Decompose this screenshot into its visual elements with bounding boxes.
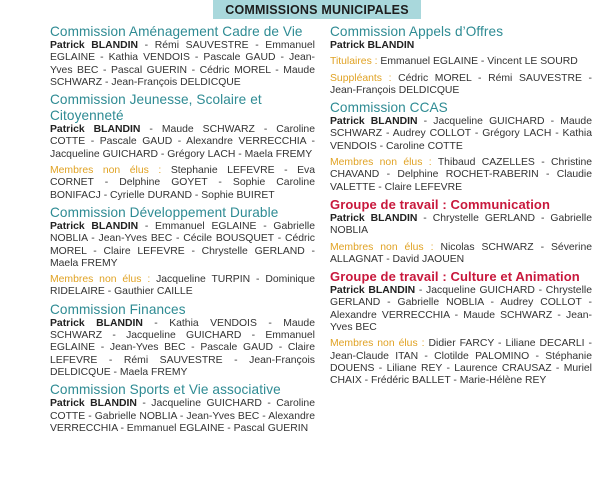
members-paragraph [50, 40, 315, 89]
section-title: Commission Sports et Vie associative [50, 382, 281, 398]
titulaires-label: Titulaires : [330, 56, 378, 68]
members-list: - Chrystelle GERLAND - Gabrielle NOBLIA [330, 212, 592, 237]
members-paragraph [50, 124, 315, 161]
members-list: - Jacqueline GUICHARD - Caroline COTTE - Gabrielle NOBLIA - Jean-Yves BEC - Alexandre VERRECCHIA - Emmanuel EGLAINE - Pascal GUERIN [50, 398, 315, 434]
section-title: Commission Jeunesse, Scolaire et Citoyenneté [50, 92, 262, 124]
commission-amenagement [50, 24, 315, 89]
president-paragraph [330, 40, 592, 52]
members-list: - Jacqueline GUICHARD - Maude SCHWARZ - Audrey COLLOT - Grégory LACH - Kathia VENDOIS - Caroline COTTE [330, 116, 592, 152]
members-list: Didier FARCY - Liliane DECARLI - Jean-Claude ITAN - Clotilde PALOMINO - Stéphanie DOUENS - Liliane REY - Laurence CRAUSAZ - Muriel CHAIX - Frédéric BALLET - Marie-Hélène REY [330, 338, 592, 387]
members-paragraph [330, 213, 592, 238]
section-title: Commission CCAS [330, 100, 448, 116]
non-elected-label: Membres non élus : [330, 241, 434, 253]
members-paragraph [330, 116, 592, 153]
section-title: Commission Aménagement Cadre de Vie [50, 24, 303, 39]
commission-developpement-durable [50, 205, 315, 299]
members-paragraph [50, 398, 315, 435]
members-list: - Maude SCHWARZ - Caroline COTTE - Pascale GAUD - Alexandre VERRECCHIA - Jacqueline GUICHARD - Grégory LACH - Maela FREMY [50, 124, 315, 160]
members-paragraph [50, 221, 315, 270]
section-title: Groupe de travail : Communication [330, 196, 550, 212]
president-name: Patrick BLANDIN [50, 317, 143, 329]
president-name: Patrick BLANDIN [330, 212, 418, 224]
president-name: Patrick BLANDIN [330, 40, 415, 51]
section-title: Groupe de travail : Culture et Animation [330, 269, 580, 285]
president-name: Patrick BLANDIN [50, 220, 139, 232]
commission-appels-offres [330, 24, 592, 97]
members-list: Emmanuel EGLAINE - Vincent LE SOURD [377, 56, 578, 68]
president-name: Patrick BLANDIN [330, 116, 418, 128]
members-list: - Kathia VENDOIS - Maude SCHWARZ - Jacqueline GUICHARD - Emmanuel EGLAINE - Jean-Yves BEC - Pascale GAUD - Claire LEFEVRE - Rémi SAUVESTRE - Jean-François DELDICQUE - Maela FREMY [50, 317, 315, 378]
members-list: Stephanie LEFEVRE - Eva CORNET - Delphine GOYET - Sophie Caroline BONIFACJ - Cyrielle DURAND - Sophie BUIRET [50, 165, 316, 201]
suppleants-paragraph [330, 73, 592, 98]
section-title: Commission Développement Durable [50, 204, 279, 220]
commission-jeunesse [50, 92, 315, 202]
members-list: Cédric MOREL - Rémi SAUVESTRE - Jean-François DELDICQUE [330, 72, 592, 96]
groupe-communication [330, 197, 592, 266]
groupe-culture-animation [330, 269, 592, 387]
members-list: Nicolas SCHWARZ - Séverine ALLAGNAT - David JAOUEN [330, 241, 593, 265]
president-name: Patrick BLANDIN [50, 398, 137, 410]
president-name: Patrick BLANDIN [330, 285, 416, 297]
titulaires-paragraph [330, 56, 592, 68]
non-elected-label: Membres non élus : [330, 338, 425, 350]
commission-ccas [330, 100, 592, 194]
members-paragraph [330, 285, 592, 334]
non-elected-paragraph [50, 165, 315, 202]
non-elected-paragraph [330, 338, 592, 387]
non-elected-label: Membres non élus : [50, 274, 151, 286]
members-list: Thibaud CAZELLES - Christine CHAVAND - Delphine ROCHET-RABERIN - Claudie VALETTE - Claire LEFEVRE [330, 157, 593, 193]
suppleants-label: Suppléants : [330, 72, 392, 84]
right-column [330, 24, 592, 391]
non-elected-paragraph [330, 157, 592, 194]
president-name: Patrick BLANDIN [50, 124, 141, 136]
members-list: - Jacqueline GUICHARD - Chrystelle GERLAND - Gabrielle NOBLIA - Audrey COLLOT - Alexandre VERRECCHIA - Maude SCHWARZ - Jean-Yves BEC [330, 285, 592, 334]
section-title: Commission Finances [50, 301, 186, 317]
non-elected-label: Membres non élus : [50, 165, 162, 177]
left-column [50, 24, 315, 438]
commission-finances [50, 302, 315, 379]
section-title: Commission Appels d’Offres [330, 24, 504, 39]
commission-sports [50, 382, 315, 435]
members-paragraph [50, 318, 315, 379]
members-list: - Rémi SAUVESTRE - Emmanuel EGLAINE - Kathia VENDOIS - Pascale GAUD - Jean-Yves BEC - Pascal GUERIN - Cédric MOREL - Maude SCHWARZ - Jean-François DELDICQUE [50, 40, 315, 88]
members-list: - Emmanuel EGLAINE - Gabrielle NOBLIA - Jean-Yves BEC - Cécile BOUSQUET - Cédric MOREL - Claire LEFEVRE - Chrystelle GERLAND - Maela FREMY [50, 220, 315, 269]
page-title-banner: COMMISSIONS MUNICIPALES [213, 0, 421, 19]
non-elected-paragraph [330, 242, 592, 267]
members-list: Jacqueline TURPIN - Dominique RIDELAIRE - Gauthier CAILLE [50, 274, 315, 298]
non-elected-label: Membres non élus : [330, 157, 432, 169]
president-name: Patrick BLANDIN [50, 40, 139, 51]
non-elected-paragraph [50, 274, 315, 299]
